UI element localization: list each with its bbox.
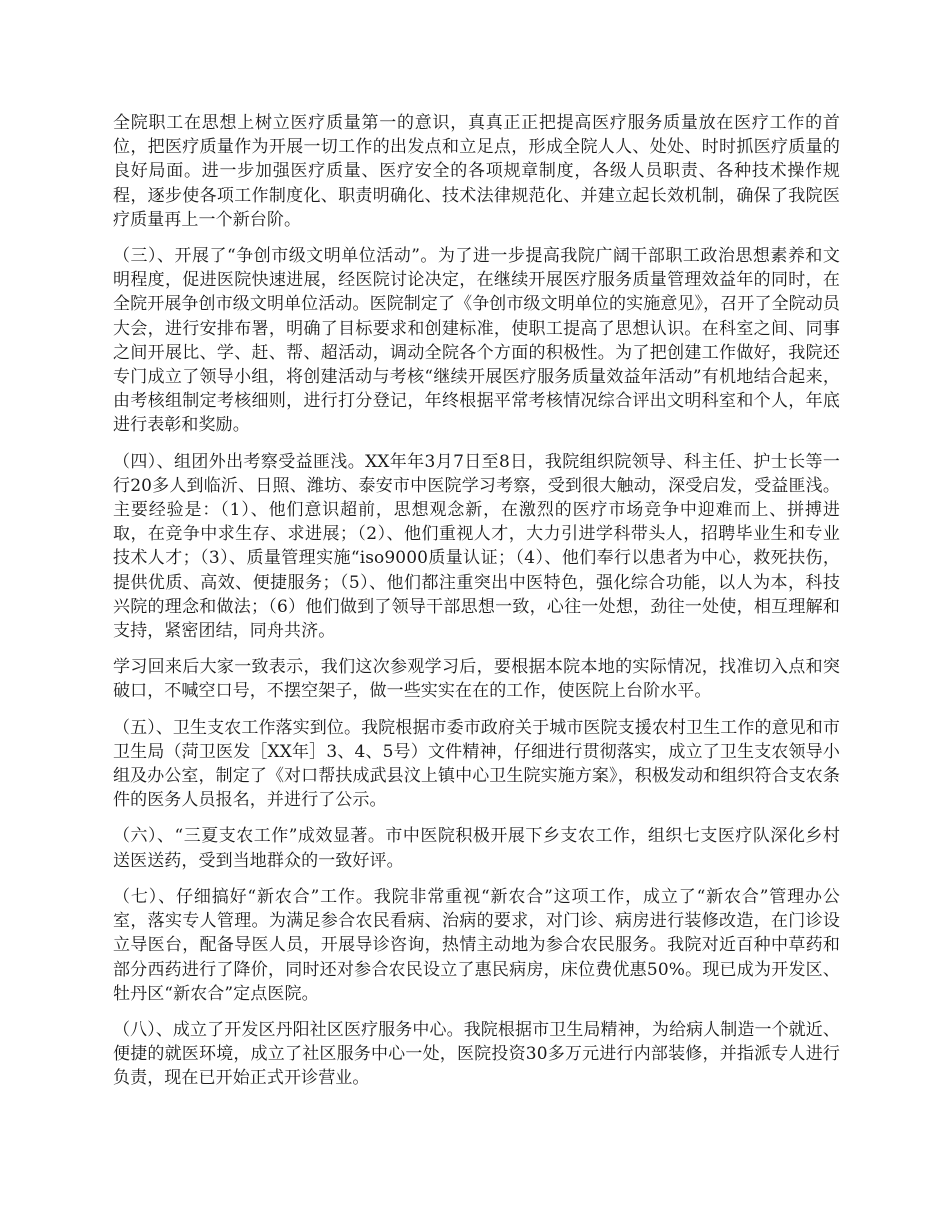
paragraph-section-6: （六）、“三夏支农工作”成效显著。市中医院积极开展下乡支农工作，组织七支医疗队深化乡村送医送药，受到当地群众的一致好评。 [113,826,840,871]
paragraph-quality-awareness: 全院职工在思想上树立医疗质量第一的意识，真真正正把提高医疗服务质量放在医疗工作的首位，把医疗质量作为开展一切工作的出发点和立足点，形成全院人人、处处、时时抓医疗质量的良好局面。进一步加强医疗质量、医疗安全的各项规章制度，各级人员职责、各种技术操作规程，逐步使各项工作制度化、职责明确化、技术法律规范化、并建立起长效机制，确保了我院医疗质量再上一个新台阶。 [113,113,840,230]
paragraph-section-4: （四）、组团外出考察受益匪浅。XX年年3月7日至8日，我院组织院领导、科主任、护士长等一行20多人到临沂、日照、潍坊、泰安市中医院学习考察，受到很大触动，深受启发，受益匪浅。主要经验是：（1）、他们意识超前，思想观念新，在激烈的医疗市场竞争中迎难而上、拼搏进取，在竞争中求生存、求进展；（2）、他们重视人才，大力引进学科带头人，招聘毕业生和专业技术人才；（3）、质量管理实施“iso9000质量认证；（4）、他们奉行以患者为中心，救死扶伤，提供优质、高效、便捷服务；（5）、他们都注重突出中医特色，强化综合功能，以人为本，科技兴院的理念和做法；（6）他们做到了领导干部思想一致，心往一处想，劲往一处使，相互理解和支持，紧密团结，同舟共济。 [113,451,840,642]
paragraph-section-3: （三）、开展了“争创市级文明单位活动”。为了进一步提高我院广阔干部职工政治思想素养和文明程度，促进医院快速进展，经医院讨论决定，在继续开展医疗服务质量管理效益年的同时，在全院开展争创市级文明单位活动。医院制定了《争创市级文明单位的实施意见》，召开了全院动员大会，进行安排布署，明确了目标要求和创建标准，使职工提高了思想认识。在科室之间、同事之间开展比、学、赶、帮、超活动，调动全院各个方面的积极性。为了把创建工作做好，我院还专门成立了领导小组，将创建活动与考核“继续开展医疗服务质量效益年活动”有机地结合起来，由考核组制定考核细则，进行打分登记，年终根据平常考核情况综合评出文明科室和个人，年底进行表彰和奖励。 [113,246,840,436]
paragraph-section-5: （五）、卫生支农工作落实到位。我院根据市委市政府关于城市医院支援农村卫生工作的意见和市卫生局（菏卫医发［XX年］3、4、5号）文件精神，仔细进行贯彻落实，成立了卫生支农领导小组及办公室，制定了《对口帮扶成武县汶上镇中心卫生院实施方案》，积极发动和组织符合支农条件的医务人员报名，并进行了公示。 [113,717,840,811]
document-body [113,111,840,1103]
paragraph-section-7: （七）、仔细搞好“新农合”工作。我院非常重视“新农合”这项工作，成立了“新农合”管理办公室，落实专人管理。为满足参合农民看病、治病的要求，对门诊、病房进行装修改造，在门诊设立导医台，配备导医人员，开展导诊咨询，热情主动地为参合农民服务。我院对近百种中草药和部分西药进行了降价，同时还对参合农民设立了惠民病房，床位费优惠50%。现已成为开发区、牡丹区“新农合”定点医院。 [113,886,840,1004]
paragraph-section-8: （八）、成立了开发区丹阳社区医疗服务中心。我院根据市卫生局精神，为给病人制造一个就近、便捷的就医环境，成立了社区服务中心一处，医院投资30多万元进行内部装修，并指派专人进行负责，现在已开始正式开诊营业。 [113,1019,840,1089]
paragraph-study-return: 学习回来后大家一致表示，我们这次参观学习后，要根据本院本地的实际情况，找准切入点和突破口，不喊空口号，不摆空架子，做一些实实在在的工作，使医院上台阶水平。 [113,657,840,702]
